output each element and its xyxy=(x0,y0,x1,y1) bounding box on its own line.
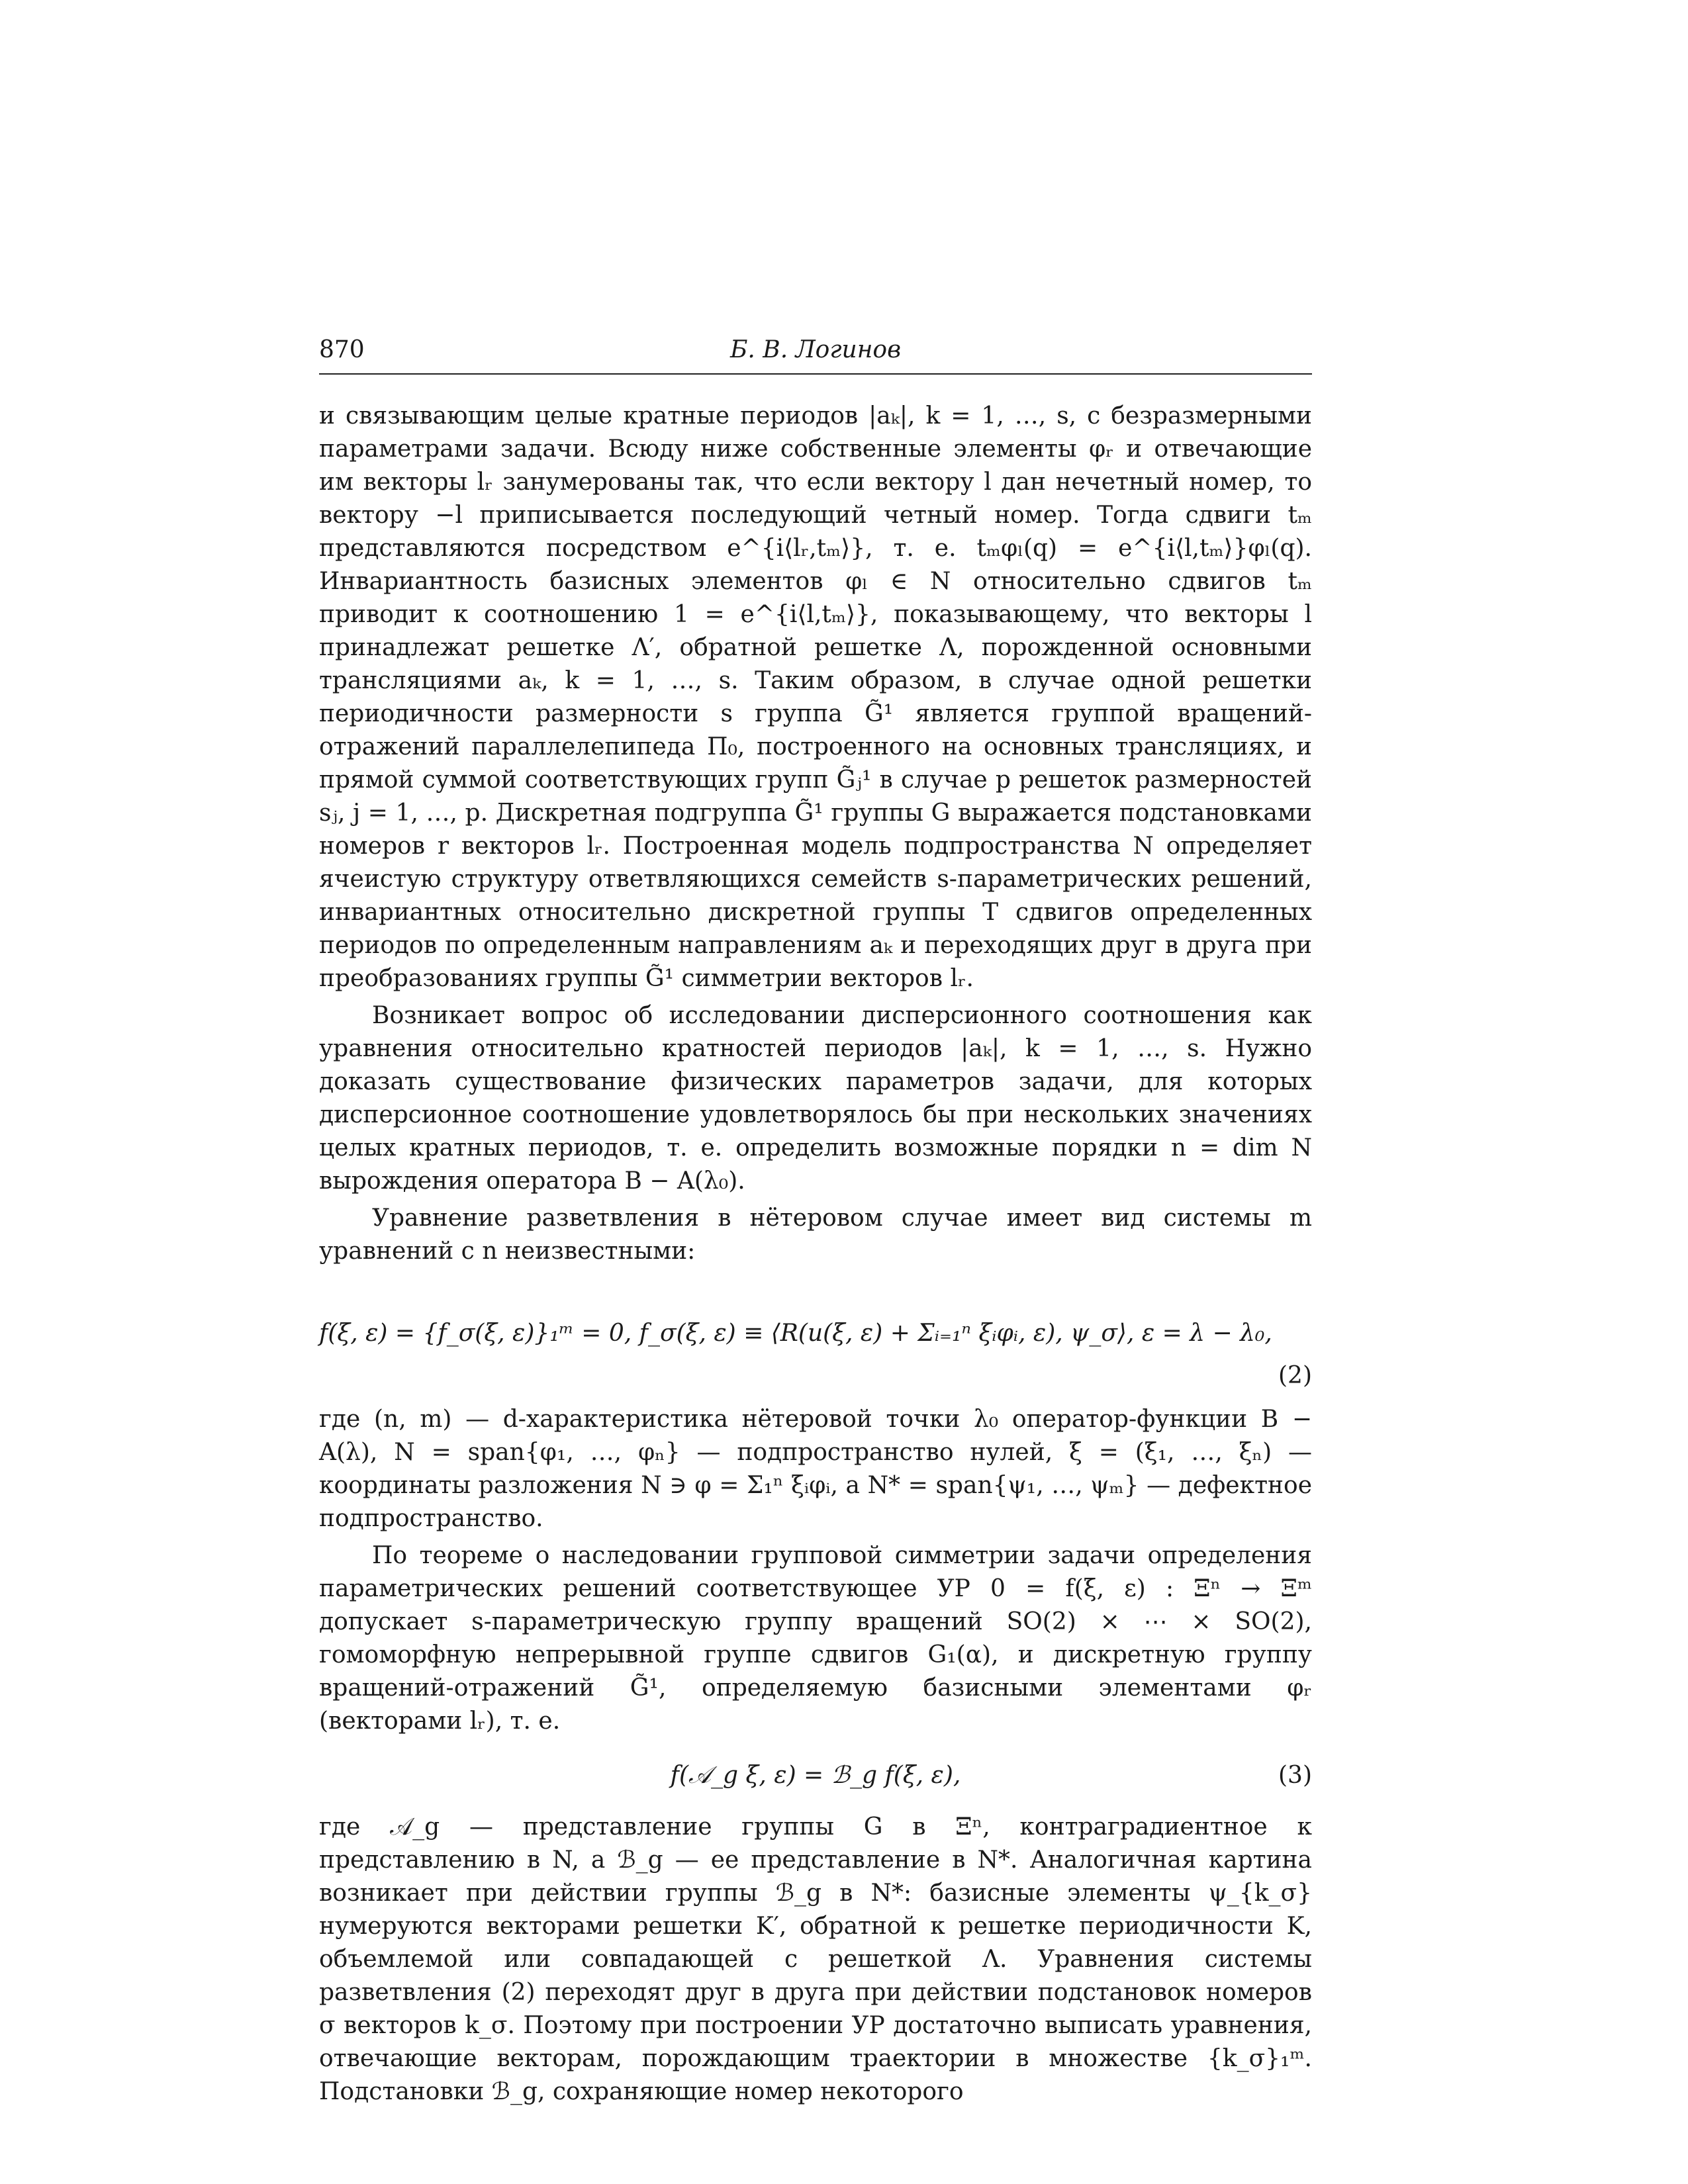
equation-3-number: (3) xyxy=(1278,1762,1312,1789)
equation-3 xyxy=(319,1750,1312,1801)
equation-2-text: f(ξ, ε) = {f_σ(ξ, ε)}₁ᵐ = 0, f_σ(ξ, ε) ≡ ⟨R(u(ξ, ε) + Σᵢ₌₁ⁿ ξᵢφᵢ, ε), ψ_σ⟩, ε = λ − λ₀, xyxy=(319,1320,1272,1347)
paragraph-6: где 𝒜_g — представление группы G в Ξⁿ, контраградиентное к представлению в N, а ℬ_g — ее представление в N*. Аналогичная картина возникает при действии группы ℬ_g в N*: базисные элементы ψ_{k_σ} нумеруются векторами решетки K′, обратной к решетке периодичности K, объемлемой или совпадающей с решеткой Λ. Уравнения системы разветвления (2) переходят друг в друга при действии подстановок номеров σ векторов k_σ. Поэтому при построении УР достаточно выписать уравнения, отвечающие векторам, порождающим траектории в множестве {k_σ}₁ᵐ. Подстановки ℬ_g, сохраняющие номер некоторого xyxy=(319,1813,1312,2105)
paragraph-3: Уравнение разветвления в нётеровом случае имеет вид системы m уравнений с n неизвестными: xyxy=(319,1205,1312,1265)
equation-2 xyxy=(319,1291,1312,1396)
paragraph-1: и связывающим целые кратные периодов |aₖ|, k = 1, …, s, с безразмерными параметрами задачи. Всюду ниже собственные элементы φᵣ и отвечающие им векторы lᵣ занумерованы так, что если вектору l дан нечетный номер, то вектору −l приписывается последующий четный номер. Тогда сдвиги tₘ представляются посредством e^{i⟨lᵣ,tₘ⟩}, т. е. tₘφₗ(q) = e^{i⟨l,tₘ⟩}φₗ(q). Инвариантность базисных элементов φₗ ∈ N относительно сдвигов tₘ приводит к соотношению 1 = e^{i⟨l,tₘ⟩}, показывающему, что векторы l принадлежат решетке Λ′, обратной решетке Λ, порожденной основными трансляциями aₖ, k = 1, …, s. Таким образом, в случае одной решетки периодичности размерности s группа G̃¹ является группой вращений-отражений параллелепипеда Π₀, построенного на основных трансляциях, и прямой суммой соответствующих групп G̃ⱼ¹ в случае p решеток размерностей sⱼ, j = 1, …, p. Дискретная подгруппа G̃¹ группы G выражается подстановками номеров r векторов lᵣ. Построенная модель подпространства N определяет ячеистую структуру ответвляющихся семейств s-параметрических решений, инвариантных относительно дискретной группы T сдвигов определенных периодов по определенным направлениям aₖ и переходящих друг в друга при преобразованиях группы G̃¹ симметрии векторов lᵣ. xyxy=(319,402,1312,992)
paragraph-5: По теореме о наследовании групповой симметрии задачи определения параметрических решений соответствующее УР 0 = f(ξ, ε) : Ξⁿ → Ξᵐ допускает s-параметрическую группу вращений SO(2) × ⋯ × SO(2), гомоморфную непрерывной группе сдвигов G₁(α), и дискретную группу вращений-отражений G̃¹, определяемую базисными элементами φᵣ (векторами lᵣ), т. е. xyxy=(319,1542,1312,1735)
paragraph-2: Возникает вопрос об исследовании дисперсионного соотношения как уравнения относительно кратностей периодов |aₖ|, k = 1, …, s. Нужно доказать существование физических параметров задачи, для которых дисперсионное соотношение удовлетворялось бы при нескольких значениях целых кратных периодов, т. е. определить возможные порядки n = dim N вырождения оператора B − A(λ₀). xyxy=(319,1002,1312,1195)
equation-3-text: f(𝒜_g ξ, ε) = ℬ_g f(ξ, ε), xyxy=(670,1762,961,1789)
body-text xyxy=(319,397,1312,2109)
page-header xyxy=(319,336,1312,375)
running-title: Б. В. Логинов xyxy=(729,336,902,363)
paragraph-4: где (n, m) — d-характеристика нётеровой точки λ₀ оператор-функции B − A(λ), N = span{φ₁, …, φₙ} — подпространство нулей, ξ = (ξ₁, …, ξₙ) — координаты разложения N ∋ φ = Σ₁ⁿ ξᵢφᵢ, а N* = span{ψ₁, …, ψₘ} — дефектное подпространство. xyxy=(319,1406,1312,1532)
equation-2-number: (2) xyxy=(1278,1362,1312,1389)
page-number: 870 xyxy=(319,336,365,363)
